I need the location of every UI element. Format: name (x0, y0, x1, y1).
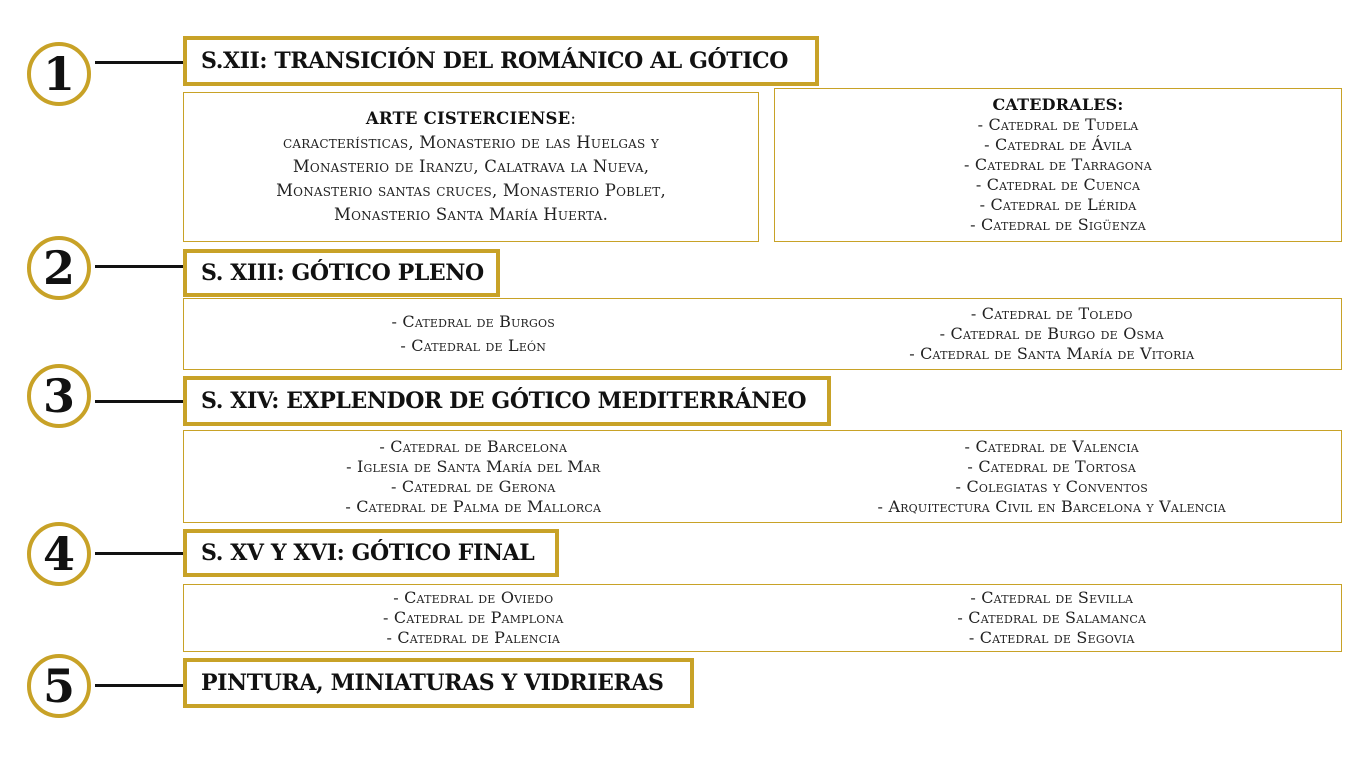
left-column (184, 588, 763, 648)
section-2-title: S. XIII: GÓTICO PLENO (183, 249, 500, 297)
list-item: - Catedral de Sigüenza (970, 215, 1146, 234)
left-column (184, 437, 763, 517)
section-5-connector (95, 684, 185, 687)
list-item: - Catedral de Oviedo (393, 588, 554, 607)
list-item: - Catedral de León (400, 336, 547, 355)
section-3-title: S. XIV: EXPLENDOR DE GÓTICO MEDITERRÁNEO (183, 376, 831, 426)
cister-line: Monasterio de Iranzu, Calatrava la Nueva, (292, 157, 650, 176)
list-item: - Catedral de Ávila (984, 135, 1132, 154)
catedrales-heading: CATEDRALES: (992, 95, 1124, 114)
section-4-number: 4 (27, 522, 91, 586)
list-item: - Catedral de Valencia (964, 436, 1139, 456)
list-item: - Catedral de Cuenca (975, 175, 1141, 194)
list-item: - Catedral de Segovia (968, 628, 1135, 647)
section-3-connector (95, 400, 185, 403)
list-item: - Catedral de Barcelona (379, 436, 568, 456)
section-2-number: 2 (27, 236, 91, 300)
list-item: - Catedral de Burgos (391, 312, 555, 331)
section-5-number: 5 (27, 654, 91, 718)
section-1-title: S.XII: TRANSICIÓN DEL ROMÁNICO AL GÓTICO (183, 36, 819, 86)
cister-line: Monasterio santas cruces, Monasterio Poblet, (276, 181, 666, 200)
cister-heading: ARTE CISTERCIENSE (365, 109, 571, 128)
right-column (763, 304, 1342, 364)
list-item: - Iglesia de Santa María del Mar (346, 456, 601, 476)
section-4-content (183, 584, 1342, 652)
list-item: - Catedral de Tudela (977, 115, 1139, 134)
list-item: - Catedral de Salamanca (957, 608, 1147, 627)
section-1-number: 1 (27, 42, 91, 106)
list-item: - Catedral de Gerona (391, 476, 556, 496)
list-item: - Catedral de Palencia (386, 628, 561, 647)
section-2-content (183, 298, 1342, 370)
list-item: - Catedral de Toledo (970, 304, 1133, 323)
list-item: - Catedral de Burgo de Osma (939, 324, 1164, 343)
right-column (763, 588, 1342, 648)
right-column (763, 437, 1342, 517)
list-item: - Catedral de Lérida (979, 195, 1137, 214)
list-item: - Colegiatas y Conventos (955, 476, 1148, 496)
section-4-connector (95, 552, 185, 555)
list-item: - Catedral de Palma de Mallorca (345, 496, 602, 516)
list-item: - Catedral de Santa María de Vitoria (909, 344, 1195, 363)
cister-box (183, 92, 759, 242)
section-1-connector (95, 61, 185, 64)
list-item: - Catedral de Tarragona (964, 155, 1152, 174)
section-2-connector (95, 265, 185, 268)
section-3-number: 3 (27, 364, 91, 428)
list-item: - Arquitectura Civil en Barcelona y Valencia (877, 496, 1226, 516)
section-5-title: PINTURA, MINIATURAS Y VIDRIERAS (183, 658, 694, 708)
list-item: - Catedral de Tortosa (967, 456, 1137, 476)
list-item: - Catedral de Sevilla (970, 588, 1134, 607)
list-item: - Catedral de Pamplona (383, 608, 564, 627)
cister-colon: : (570, 109, 577, 128)
cister-heading-line (366, 107, 576, 131)
catedrales-box (774, 88, 1342, 242)
left-column (184, 312, 763, 356)
cister-line: Monasterio Santa María Huerta. (333, 205, 609, 224)
section-4-title: S. XV Y XVI: GÓTICO FINAL (183, 529, 559, 577)
section-3-content (183, 430, 1342, 523)
cister-line: características, Monasterio de las Huelgas y (283, 133, 659, 152)
